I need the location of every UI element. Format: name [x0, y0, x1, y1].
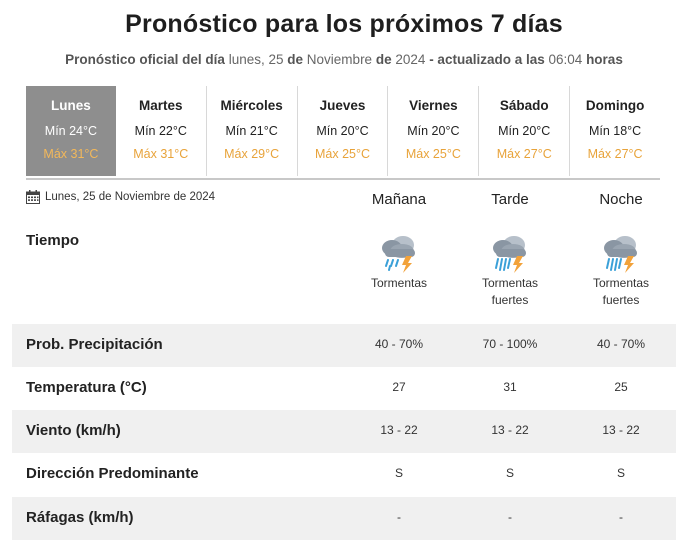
day-min-temp: Mín 21°C [225, 124, 278, 138]
day-name: Miércoles [220, 98, 283, 113]
calendar-icon [26, 190, 40, 204]
heavy-storm-cloud-icon [488, 232, 532, 274]
row-label: Temperatura (°C) [26, 379, 147, 396]
row-label: Viento (km/h) [26, 422, 121, 439]
day-max-temp: Máx 25°C [405, 147, 461, 161]
condition-text: Tormentas fuertes [481, 276, 539, 307]
day-tabs [26, 86, 660, 176]
day-name: Domingo [585, 98, 645, 113]
day-min-temp: Mín 20°C [407, 124, 460, 138]
row-value: 13 - 22 [491, 423, 529, 437]
day-name: Lunes [51, 98, 91, 113]
subtitle-part4: - actualizado a las [429, 52, 545, 67]
row-label: Dirección Predominante [26, 465, 199, 482]
row-label: Ráfagas (km/h) [26, 509, 134, 526]
subtitle-year: 2024 [395, 52, 426, 67]
row-value: S [505, 466, 514, 480]
condition-noche [566, 232, 676, 309]
day-name: Viernes [409, 98, 458, 113]
day-max-temp: Máx 27°C [496, 147, 552, 161]
row-value: S [394, 466, 403, 480]
day-max-temp: Máx 29°C [224, 147, 280, 161]
row-label: Prob. Precipitación [26, 336, 163, 353]
row-value: 70 - 100% [482, 337, 538, 351]
tab-lunes[interactable] [26, 86, 116, 176]
subtitle-part1: Pronóstico oficial del día [65, 52, 225, 67]
row-direction [12, 453, 676, 496]
day-name: Jueves [319, 98, 366, 113]
day-name: Sábado [499, 98, 549, 113]
subtitle-part3: de [375, 52, 392, 67]
day-max-temp: Máx 25°C [314, 147, 371, 161]
subtitle-date: lunes, 25 [228, 52, 284, 67]
day-min-temp: Mín 22°C [134, 124, 187, 138]
day-min-temp: Mín 18°C [588, 124, 642, 138]
row-value: - [619, 510, 623, 524]
tab-jueves[interactable] [298, 86, 389, 176]
row-value: 13 - 22 [380, 423, 418, 437]
subtitle-part2: de [287, 52, 304, 67]
forecast-subtitle [0, 52, 688, 67]
tab-domingo[interactable] [570, 86, 660, 176]
row-value: S [616, 466, 625, 480]
period-noche: Noche [599, 191, 643, 208]
heavy-storm-cloud-icon [599, 232, 643, 274]
row-value: - [397, 510, 401, 524]
row-precipitation [12, 324, 676, 367]
row-value: 27 [392, 380, 406, 394]
day-name: Martes [139, 98, 183, 113]
tabs-divider [26, 178, 660, 180]
page-title: Pronóstico para los próximos 7 días [125, 10, 563, 38]
date-label: Lunes, 25 de Noviembre de 2024 [45, 191, 216, 203]
condition-manana [344, 232, 454, 292]
row-value: 40 - 70% [374, 337, 424, 351]
condition-text: Tormentas [370, 276, 428, 290]
row-value: 31 [503, 380, 517, 394]
row-value: - [508, 510, 512, 524]
period-manana: Mañana [371, 191, 427, 208]
row-value: 40 - 70% [596, 337, 646, 351]
tab-viernes[interactable] [388, 86, 479, 176]
day-min-temp: Mín 24°C [44, 124, 98, 138]
subtitle-month: Noviembre [306, 52, 373, 67]
tiempo-label: Tiempo [26, 232, 80, 249]
tab-martes[interactable] [116, 86, 207, 176]
day-min-temp: Mín 20°C [316, 124, 369, 138]
day-max-temp: Máx 31°C [133, 147, 189, 161]
subtitle-part5: horas [586, 52, 623, 67]
row-gusts [12, 497, 676, 540]
selected-date [26, 190, 215, 204]
tab-sabado[interactable] [479, 86, 570, 176]
period-tarde: Tarde [491, 191, 529, 208]
row-temperature [12, 367, 676, 410]
row-wind [12, 410, 676, 453]
row-value: 13 - 22 [602, 423, 640, 437]
row-value: 25 [614, 380, 628, 394]
storm-cloud-icon [377, 232, 421, 274]
condition-text: Tormentas fuertes [592, 276, 650, 307]
day-max-temp: Máx 27°C [587, 147, 643, 161]
day-min-temp: Mín 20°C [498, 124, 551, 138]
subtitle-time: 06:04 [548, 52, 583, 67]
day-max-temp: Máx 31°C [43, 147, 99, 161]
tab-miercoles[interactable] [207, 86, 298, 176]
condition-tarde [455, 232, 565, 309]
